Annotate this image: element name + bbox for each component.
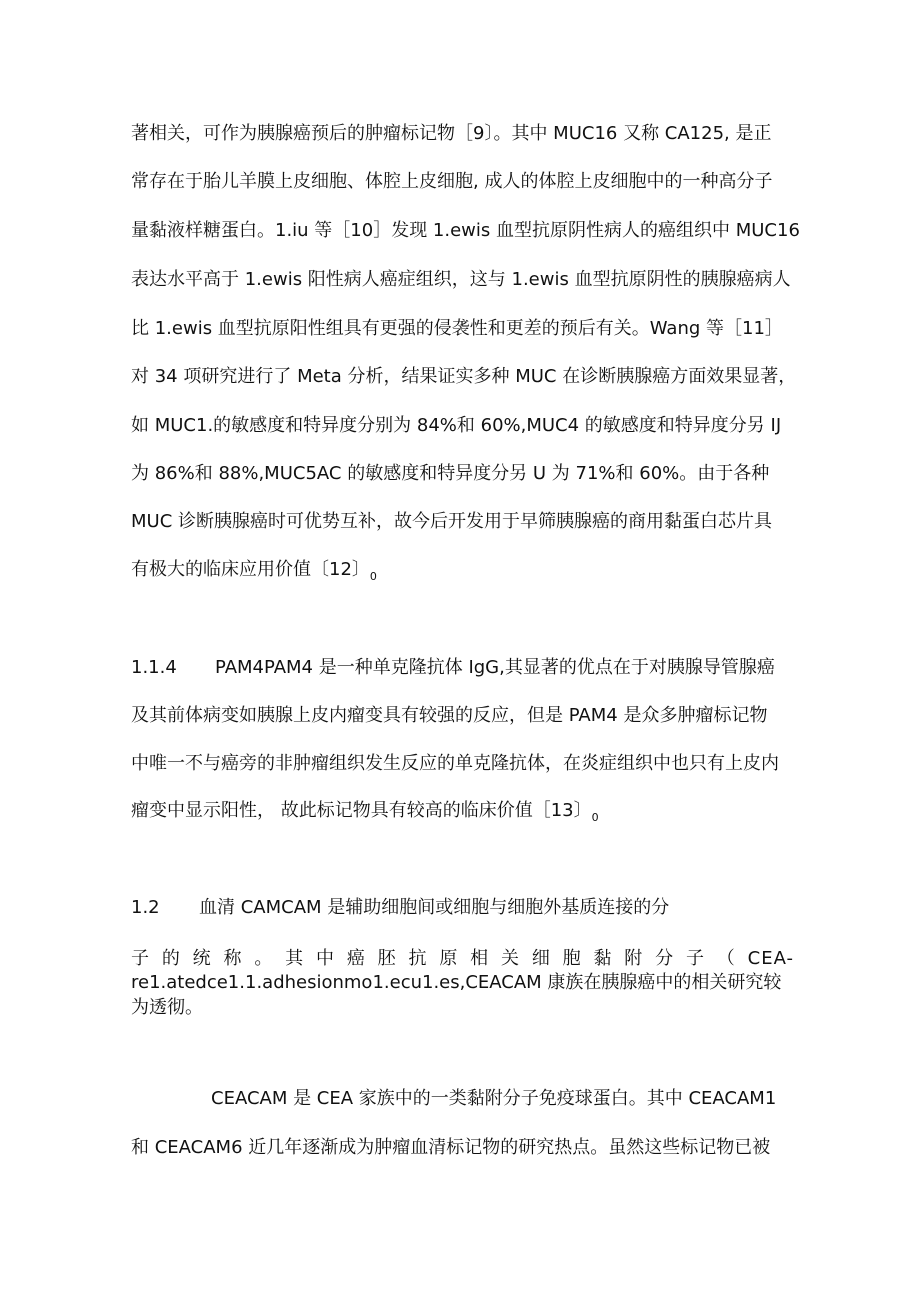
paragraph-line: 为 86%和 88%,MUC5AC 的敏感度和特异度分另 U 为 71%和 60%。由于各种: [131, 463, 770, 484]
paragraph-line: 表达水平高于 1.ewis 阳性病人癌症组织，这与 1.ewis 血型抗原阴性的胰腺癌病人: [131, 269, 791, 290]
paragraph-line: re1.atedce1.1.adhesionmo1.ecu1.es,CEACAM 康族在胰腺癌中的相关研究较: [131, 972, 782, 993]
paragraph-line: 为透彻。: [131, 997, 203, 1018]
paragraph-line: [131, 798, 599, 826]
subscript-mark: 0: [369, 570, 377, 583]
paragraph-line: 子的统称。其中癌胚抗原相关细胞黏附分子（CEA-: [131, 948, 794, 969]
section-heading-1-2: [131, 895, 669, 921]
paragraph-line: MUC 诊断胰腺癌时可优势互补，故今后开发用于早筛胰腺癌的商用黏蛋白芯片具: [131, 511, 772, 532]
paragraph-line: 量黏液样糖蛋白。1.iu 等［10］发现 1.ewis 血型抗原阴性病人的癌组织中 MUC16: [131, 220, 800, 241]
section-number: 1.1.4: [131, 657, 177, 678]
paragraph-line: 比 1.ewis 血型抗原阳性组具有更强的侵袭性和更差的预后有关。Wang 等［11］: [131, 318, 783, 339]
paragraph-line: 著相关，可作为胰腺癌预后的肿瘤标记物［9〕。其中 MUC16 又称 CA125, 是正: [131, 123, 772, 144]
paragraph-line: 常存在于胎儿羊膜上皮细胞、体腔上皮细胞, 成人的体腔上皮细胞中的一种高分子: [131, 171, 773, 192]
line-text: 血清 CAMCAM 是辅助细胞间或细胞与细胞外基质连接的分: [199, 897, 670, 918]
line-text: 有极大的临床应用价值〔12〕: [131, 559, 370, 580]
paragraph-line: 和 CEACAM6 近几年逐渐成为肿瘤血清标记物的研究热点。虽然这些标记物已被: [131, 1137, 771, 1158]
subscript-mark: 0: [591, 811, 599, 824]
section-number: 1.2: [131, 897, 160, 918]
paragraph-line: 及其前体病变如胰腺上皮内瘤变具有较强的反应，但是 PAM4 是众多肿瘤标记物: [131, 705, 768, 726]
section-heading-1-1-4: [131, 655, 775, 681]
paragraph-line: 如 MUC1.的敏感度和特异度分别为 84%和 60%,MUC4 的敏感度和特异度分另 IJ: [131, 415, 782, 436]
paragraph-line: CEACAM 是 CEA 家族中的一类黏附分子免疫球蛋白。其中 CEACAM1: [211, 1088, 777, 1109]
paragraph-line: [131, 557, 377, 585]
paragraph-line: 对 34 项研究进行了 Meta 分析，结果证实多种 MUC 在诊断胰腺癌方面效果显著，: [131, 366, 797, 387]
line-text: PAM4PAM4 是一种单克隆抗体 IgG,其显著的优点在于对胰腺导管腺癌: [215, 657, 775, 678]
paragraph-line: 中唯一不与癌旁的非肿瘤组织发生反应的单克隆抗体，在炎症组织中也只有上皮内: [131, 753, 779, 774]
line-text: 瘤变中显示阳性， 故此标记物具有较高的临床价值［13〕: [131, 800, 592, 821]
